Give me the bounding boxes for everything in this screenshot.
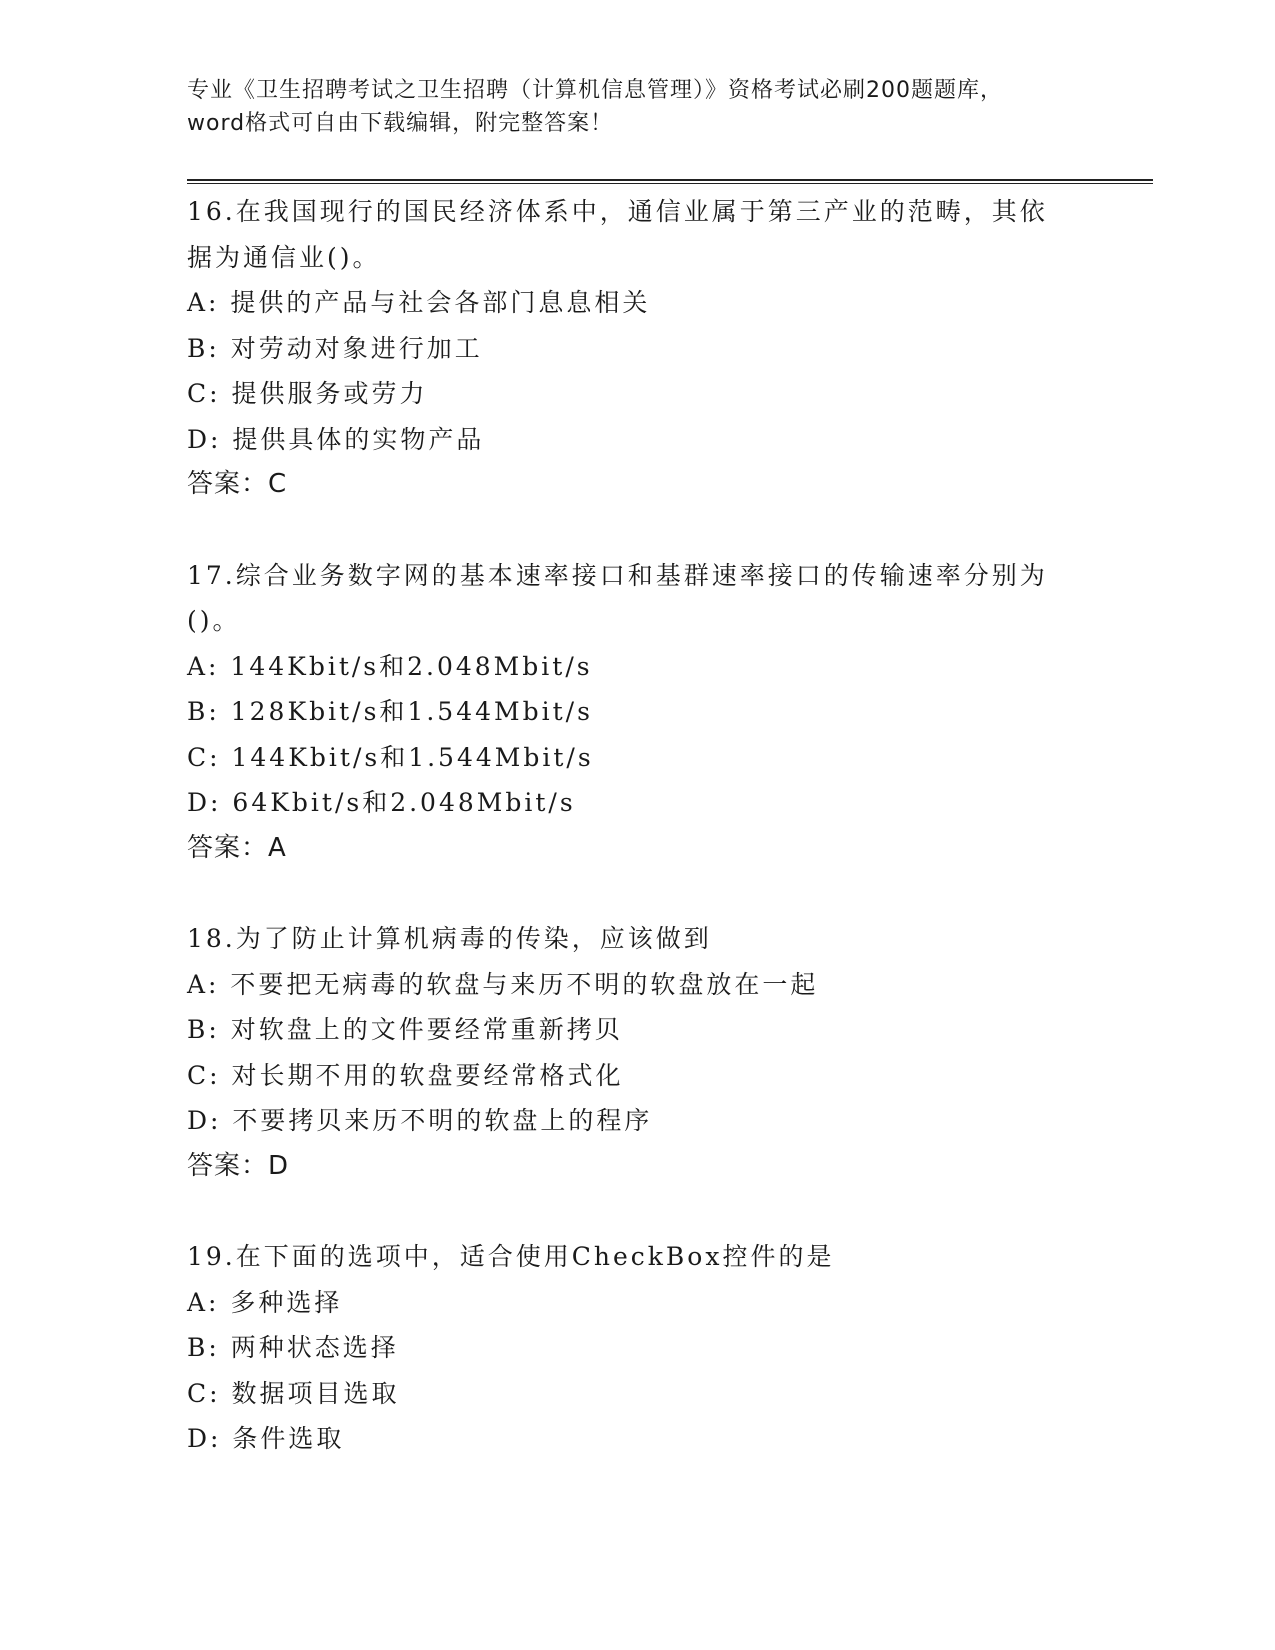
question-text-line: 17.综合业务数字网的基本速率接口和基群速率接口的传输速率分别为 <box>187 560 1048 590</box>
answer: 答案：A <box>187 832 287 863</box>
question-19 <box>187 1234 1087 1462</box>
question-text-line: 19.在下面的选项中，适合使用CheckBox控件的是 <box>187 1242 835 1271</box>
question-text-line: 18.为了防止计算机病毒的传染，应该做到 <box>187 924 712 953</box>
option-c: C: 144Kbit/s和1.544Mbit/s <box>187 742 594 772</box>
header-divider-thick <box>187 179 1153 181</box>
question-text <box>187 553 1087 644</box>
question-text-line: 16.在我国现行的国民经济体系中，通信业属于第三产业的范畴，其依 <box>187 197 1048 226</box>
option-b: B: 128Kbit/s和1.544Mbit/s <box>187 697 593 726</box>
question-16 <box>187 189 1087 508</box>
option-c: C: 对长期不用的软盘要经常格式化 <box>187 1060 624 1090</box>
question-text <box>187 1234 1087 1280</box>
option-b: B: 对劳动对象进行加工 <box>187 333 483 363</box>
option-d: D: 64Kbit/s和2.048Mbit/s <box>187 788 576 817</box>
header-line-1: 专业《卫生招聘考试之卫生招聘（计算机信息管理）》资格考试必刷200题题库， <box>187 78 1003 103</box>
question-list <box>187 189 1087 1507</box>
option-a: A: 提供的产品与社会各部门息息相关 <box>187 288 651 317</box>
option-c: C: 数据项目选取 <box>187 1378 400 1408</box>
answer: 答案：C <box>187 469 288 499</box>
header-divider-thin <box>187 183 1153 184</box>
option-d: D: 提供具体的实物产品 <box>187 424 485 454</box>
question-17 <box>187 553 1087 872</box>
option-d: D: 不要拷贝来历不明的软盘上的程序 <box>187 1106 653 1135</box>
header-line-2: word格式可自由下载编辑，附完整答案！ <box>187 111 614 136</box>
question-text <box>187 916 1087 962</box>
question-text <box>187 189 1087 280</box>
option-a: A: 144Kbit/s和2.048Mbit/s <box>187 651 593 681</box>
option-c: C: 提供服务或劳力 <box>187 379 428 408</box>
option-d: D: 条件选取 <box>187 1424 345 1453</box>
document-header <box>187 74 1087 140</box>
answer: 答案：D <box>187 1150 290 1181</box>
question-text-line: ()。 <box>187 606 241 635</box>
question-18 <box>187 916 1087 1189</box>
option-b: B: 两种状态选择 <box>187 1333 399 1362</box>
question-text-line: 据为通信业()。 <box>187 242 381 272</box>
option-a: A: 不要把无病毒的软盘与来历不明的软盘放在一起 <box>187 969 819 999</box>
option-b: B: 对软盘上的文件要经常重新拷贝 <box>187 1015 623 1044</box>
option-a: A: 多种选择 <box>187 1287 343 1317</box>
